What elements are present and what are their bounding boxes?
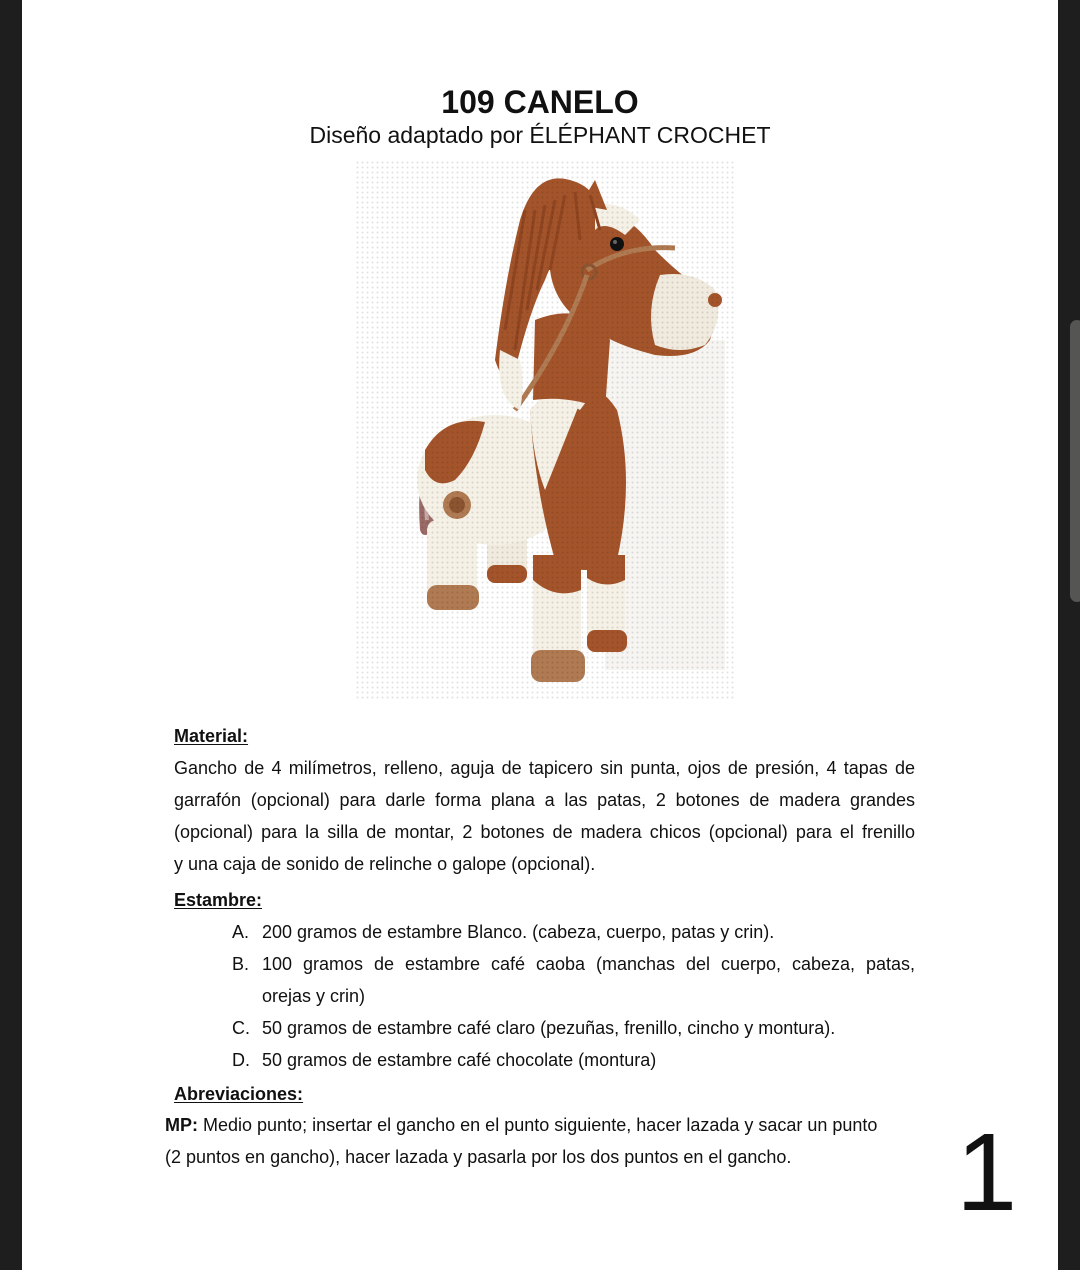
amigurumi-horse-icon xyxy=(355,160,735,700)
list-marker: B. xyxy=(232,954,250,974)
material-heading: Material: xyxy=(174,726,249,746)
list-marker: A. xyxy=(232,922,250,942)
list-text: 50 gramos de estambre café chocolate (montura) xyxy=(262,1050,657,1070)
list-text-continued: orejas y crin) xyxy=(262,986,366,1006)
abbreviation-mp xyxy=(165,1109,877,1141)
material-line: (opcional) para la silla de montar, 2 botones de madera chicos (opcional) para el frenillo xyxy=(174,822,915,842)
page-number: 1 xyxy=(956,1111,1018,1234)
scrollbar-thumb[interactable] xyxy=(1070,320,1080,602)
list-text: 50 gramos de estambre café claro (pezuñas, frenillo, cincho y montura). xyxy=(262,1018,836,1038)
horse-photo xyxy=(355,160,735,700)
list-text: 200 gramos de estambre Blanco. (cabeza, cuerpo, patas y crin). xyxy=(262,922,775,942)
abbreviation-term: MP: xyxy=(165,1115,198,1135)
material-line: garrafón (opcional) para darle forma plana a las patas, 2 botones de madera grandes xyxy=(174,790,915,810)
list-marker: C. xyxy=(232,1018,250,1038)
page-title: 109 CANELO xyxy=(441,84,639,120)
list-marker: D. xyxy=(232,1050,250,1070)
estambre-heading: Estambre: xyxy=(174,890,263,910)
material-line: Gancho de 4 milímetros, relleno, aguja de tapicero sin punta, ojos de presión, 4 tapas de xyxy=(174,758,915,778)
abbreviation-mp-continued: (2 puntos en gancho), hacer lazada y pasarla por los dos puntos en el gancho. xyxy=(165,1147,792,1167)
document-page xyxy=(22,0,1058,1270)
abreviaciones-heading: Abreviaciones: xyxy=(174,1084,304,1104)
material-paragraph xyxy=(174,752,915,880)
page-subtitle: Diseño adaptado por ÉLÉPHANT CROCHET xyxy=(309,122,771,148)
list-text: 100 gramos de estambre café caoba (manchas del cuerpo, cabeza, patas, xyxy=(262,954,915,974)
material-line: y una caja de sonido de relinche o galope (opcional). xyxy=(174,854,596,874)
abbreviation-definition: Medio punto; insertar el gancho en el punto siguiente, hacer lazada y sacar un punto xyxy=(198,1115,878,1135)
